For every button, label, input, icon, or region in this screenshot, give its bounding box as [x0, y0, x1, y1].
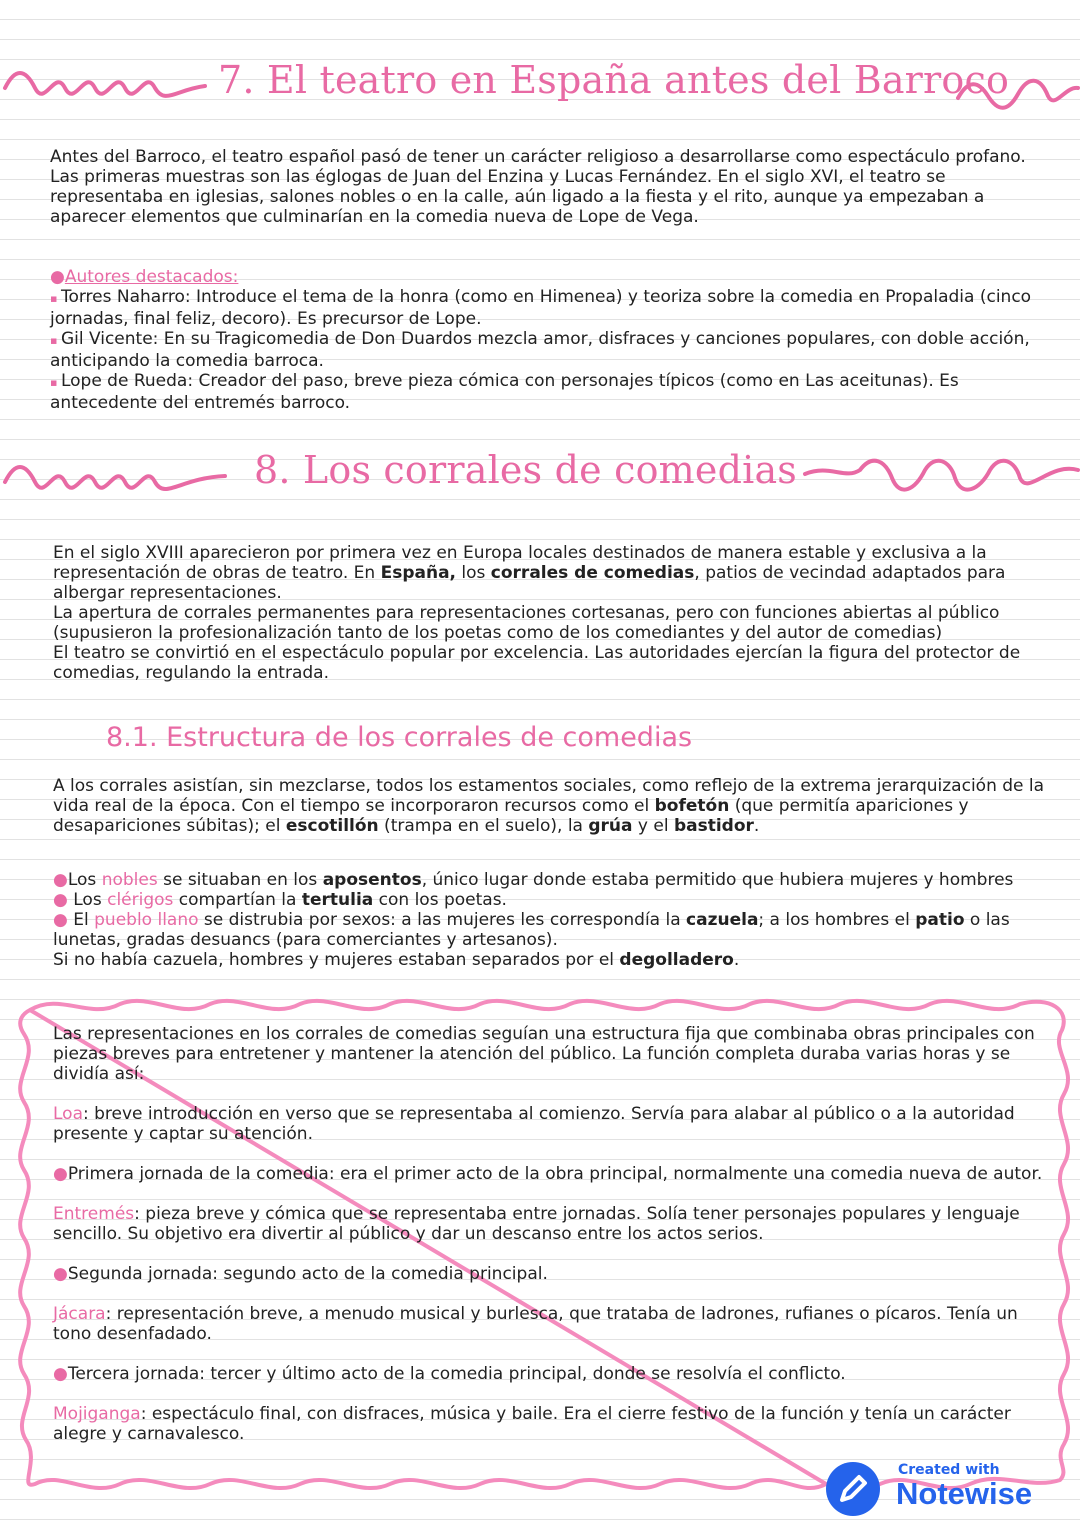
section-81-body: A los corrales asistían, sin mezclarse, todos los estamentos sociales, como reflejo de la extrema jerarquización de la vida real de la época. Con el tiempo se incorporaron recursos como el bofetón (que permitía apariciones y desapariciones súbitas); el escotillón (trampa en el suelo), la grúa y el bastidor.: [53, 776, 1045, 836]
bullet-icon: ●: [53, 1364, 68, 1384]
authors-heading: Autores destacados:: [64, 267, 239, 287]
list-item: ●Los nobles se situaban en los aposentos, único lugar donde estaba permitido que hubiera mujeres y hombres: [53, 870, 1014, 890]
section-8-body: En el siglo XVIII aparecieron por primera vez en Europa locales destinados de manera estable y exclusiva a la representación de obras de teatro. En España, los corrales de comedias, patios de vecindad adaptados para albergar representaciones. La apertura de corrales permanentes para representaciones cortesanas, pero con funciones abiertas al público (supusieron la profesionalización tanto de los poetas como de los comediantes y del autor de comedias) El teatro se convirtió en el espectáculo popular por excelencia. Las autoridades ejercían la figura del protector de comedias, regulando la entrada.: [53, 543, 1021, 683]
section-7-header: [0, 50, 1080, 120]
author-item: ▪ Torres Naharro: Introduce el tema de la honra (como en Himenea) y teoriza sobre la comedia en Propaladia (cinco jornadas, final feliz, decoro). Es precursor de Lope.: [50, 287, 1032, 329]
list-item: ● Los clérigos compartían la tertulia con los poetas.: [53, 890, 507, 910]
bullet-icon: ●: [53, 910, 68, 930]
section-7-intro: Antes del Barroco, el teatro español pasó de tener un carácter religioso a desarrollarse como espectáculo profano. Las primeras muestras son las églogas de Juan del Enzina y Lucas Fernández. En el siglo XVI, el teatro se representaba en iglesias, salones nobles o en la calle, aún ligado a la fiesta y el rito, aunque ya empezaban a aparecer elementos que culminarían en la comedia nueva de Lope de Vega.: [50, 147, 1026, 227]
section-81-title: 8.1. Estructura de los corrales de comedias: [106, 722, 693, 753]
list-item: Jácara: representación breve, a menudo musical y burlesca, que trataba de ladrones, rufianes o pícaros. Tenía un tono desenfadado.: [53, 1304, 1018, 1344]
section-7-title: 7. El teatro en España antes del Barroco: [218, 58, 1010, 102]
list-item: Mojiganga: espectáculo final, con disfraces, música y baile. Era el cierre festivo de la función y tenía un carácter alegre y carnavalesco.: [53, 1404, 1011, 1444]
pencil-icon: [826, 1462, 880, 1516]
bullet-icon: ●: [53, 1164, 68, 1184]
author-item: ▪ Gil Vicente: En su Tragicomedia de Don Duardos mezcla amor, disfraces y canciones populares, con doble acción, anticipando la comedia barroca.: [50, 329, 1030, 371]
funcion-structure-box: Las representaciones en los corrales de comedias seguían una estructura fija que combinaba obras principales con piezas breves para entretener y mantener la atención del público. La función completa duraba varias horas y se dividía así: Loa: breve introducción en verso que se representaba al comienzo. Servía para alabar al público o a la autoridad presente y captar su atención. ●Primera jornada de la comedia: era el primer acto de la obra principal, normalmente una comedia nueva de autor. Entremés: pieza breve y cómica que se representaba entre jornadas. Solía tener personajes populares y lenguaje sencillo. Su objetivo era divertir al público y dar un descanso entre los actos serios. ●Segunda jornada: segundo acto de la comedia principal. Jácara: representación breve, a menudo musical y burlesca, que trataba de ladrones, rufianes o pícaros. Tenía un tono desenfadado. ●Tercera jornada: tercer y último acto de la comedia principal, donde se resolvía el conflicto. Mojiganga: espectáculo final, con disfraces, música y baile. Era el cierre festivo de la función y tenía un carácter alegre y carnavalesco.: [53, 1024, 1048, 1444]
estamentos-list: ●Los nobles se situaban en los aposentos, único lugar donde estaba permitido que hubiera mujeres y hombres ● Los clérigos compartían la tertulia con los poetas. ● El pueblo llano se distrubia por sexos: a las mujeres les correspondía la cazuela; a los hombres el patio o las lunetas, gradas desuancs (para comerciantes y artesanos). Si no había cazuela, hombres y mujeres estaban separados por el degolladero.: [53, 870, 1053, 970]
list-item: Entremés: pieza breve y cómica que se representaba entre jornadas. Solía tener personajes populares y lenguaje sencillo. Su objetivo era divertir al público y dar un descanso entre los actos serios.: [53, 1204, 1020, 1244]
bullet-icon: ▪: [50, 376, 61, 389]
bullet-icon: ●: [50, 267, 65, 287]
author-item: ▪ Lope de Rueda: Creador del paso, breve pieza cómica con personajes típicos (como en Las aceitunas). Es antecedente del entremés barroco.: [50, 371, 959, 413]
bullet-icon: ▪: [50, 292, 61, 305]
list-item: ● El pueblo llano se distrubia por sexos: a las mujeres les correspondía la cazuela; a los hombres el patio o las lunetas, gradas desuancs (para comerciantes y artesanos).: [53, 910, 1010, 950]
authors-block: [50, 267, 1050, 413]
list-item: ●Tercera jornada: tercer y último acto de la comedia principal, donde se resolvía el conflicto.: [53, 1364, 846, 1384]
section-8-title: 8. Los corrales de comedias: [254, 448, 798, 492]
bullet-icon: ●: [53, 870, 68, 890]
bullet-icon: ●: [53, 890, 68, 910]
logo-brand: Notewise: [896, 1476, 1033, 1511]
logo-created-with: Created with: [898, 1462, 1000, 1478]
list-item: ●Primera jornada de la comedia: era el primer acto de la obra principal, normalmente una comedia nueva de autor.: [53, 1164, 1043, 1184]
notewise-logo: [826, 1460, 1066, 1522]
list-item: Loa: breve introducción en verso que se representaba al comienzo. Servía para alabar al público o a la autoridad presente y captar su atención.: [53, 1104, 1015, 1144]
section-8-header: [0, 440, 1080, 510]
bullet-icon: ▪: [50, 334, 61, 347]
list-item: ●Segunda jornada: segundo acto de la comedia principal.: [53, 1264, 548, 1284]
bullet-icon: ●: [53, 1264, 68, 1284]
